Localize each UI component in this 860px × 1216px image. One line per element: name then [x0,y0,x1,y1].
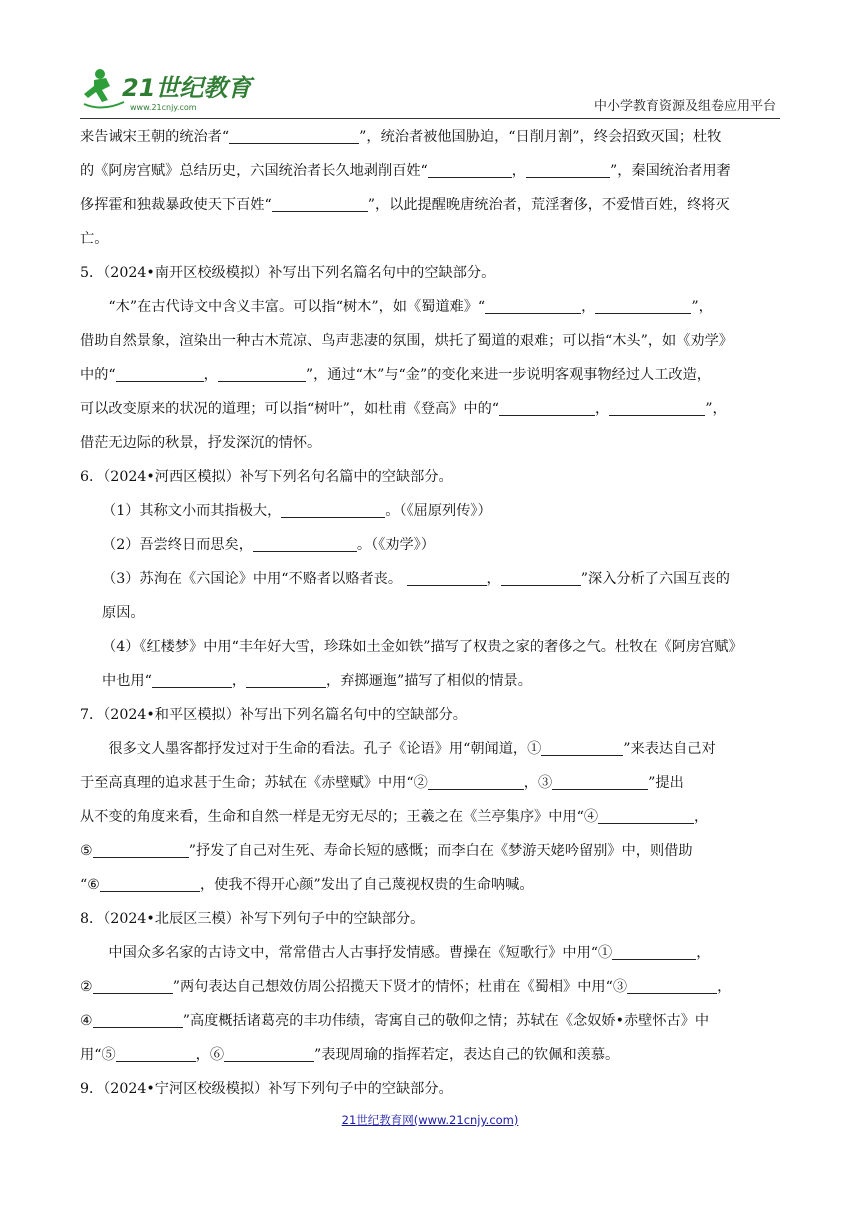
site-logo [80,66,260,114]
text: “⑥ [80,877,100,893]
answer-blank[interactable] [552,773,648,790]
question-8-title: 8．（2024•北辰区三模）补写下列句子中的空缺部分。 [80,911,425,927]
q6-sub-1 [80,494,780,528]
answer-blank[interactable] [116,1045,196,1062]
text: ”，通过“木”与“金”的变化来进一步说明客观事物经过人工改造， [305,367,711,383]
text: ⑤ [80,843,93,859]
text: ，使我不得开心颜”发出了自己蔑视权贵的生命呐喊。 [199,877,534,893]
text: ， [581,299,596,315]
text: 用“⑤ [80,1047,116,1063]
logo-url: www.21cnjy.com [130,103,197,112]
logo-wordmark: 21世纪教育 [122,74,252,102]
text: 来告诫宋王朝的统治者“ [80,129,230,145]
answer-blank[interactable] [152,671,232,688]
text: ，弃掷逦迤”描写了相似的情景。 [326,673,532,689]
text: 中国众多名家的古诗文中，常常借古人古事抒发情感。曹操在《短歌行》中用“① [108,945,613,961]
text: ， [486,571,501,587]
question-9-title: 9．（2024•宁河区校级模拟）补写下列句子中的空缺部分。 [80,1081,453,1097]
text: 。（《劝学》） [356,537,435,553]
footer-link[interactable]: 21世纪教育网(www.21cnjy.com) [341,1113,519,1127]
question-5-title: 5．（2024•南开区校级模拟）补写出下列名篇名句中的空缺部分。 [80,265,496,281]
q7-line-3 [80,800,780,834]
text: ”来表达自己对 [623,741,716,757]
answer-blank[interactable] [281,501,385,518]
text: ”表现周瑜的指挥若定，表达自己的钦佩和羡慕。 [314,1047,620,1063]
answer-blank[interactable] [499,399,595,416]
text: ”， [691,299,713,315]
text: ， [717,979,732,995]
q8-line-2 [80,970,780,1004]
text: 中的“ [80,367,116,383]
document-body [80,120,780,1106]
q5-line-2: 借助自然景象，渲染出一种古木荒凉、鸟声悲凄的氛围，烘托了蜀道的艰难；可以指“木头”，如《劝学》 [80,333,733,349]
text: ”，统治者被他国胁迫，“日削月割”，终会招致灭国；杜牧 [359,129,722,145]
q8-line-3 [80,1004,780,1038]
q5-line-1 [80,290,780,324]
answer-blank[interactable] [612,943,696,960]
q7-line-4 [80,834,780,868]
answer-blank[interactable] [93,841,189,858]
answer-blank[interactable] [246,671,326,688]
q4-line-1 [80,120,780,154]
answer-blank[interactable] [224,1045,314,1062]
answer-blank[interactable] [93,1011,183,1028]
answer-blank[interactable] [609,399,705,416]
q8-line-1 [80,936,780,970]
answer-blank[interactable] [598,807,694,824]
text: ， [203,367,218,383]
text: （3）苏洵在《六国论》中用“不赂者以赂者丧。 [102,571,407,587]
text: ”， [705,401,727,417]
text: 很多文人墨客都抒发过对于生命的看法。孔子《论语》用“朝闻道，① [108,741,542,757]
answer-blank[interactable] [100,875,200,892]
answer-blank[interactable] [627,977,717,994]
text: ，③ [523,775,553,791]
text: ”，秦国统治者用奢 [609,163,731,179]
answer-blank[interactable] [218,365,306,382]
text: （1）其称文小而其指极大， [102,503,282,519]
page-header [80,66,780,119]
question-7-title: 7．（2024•和平区模拟）补写出下列名篇名句中的空缺部分。 [80,707,467,723]
answer-blank[interactable] [229,127,359,144]
answer-blank[interactable] [407,569,487,586]
q8-line-4 [80,1038,780,1072]
q6-sub-3-cont: 原因。 [102,605,145,621]
q7-line-2 [80,766,780,800]
answer-blank[interactable] [485,297,581,314]
answer-blank[interactable] [501,569,581,586]
text: ② [80,979,93,995]
text: 可以改变原来的状况的道理；可以指“树叶”，如杜甫《登高》中的“ [80,401,500,417]
q7-line-5 [80,868,780,902]
answer-blank[interactable] [253,535,357,552]
q6-sub-4-cont [80,664,780,698]
answer-blank[interactable] [428,773,524,790]
q6-sub-2 [80,528,780,562]
text: ④ [80,1013,93,1029]
answer-blank[interactable] [272,195,368,212]
q6-sub-3 [80,562,780,596]
q5-line-5: 借茫无边际的秋景，抒发深沉的情怀。 [80,435,322,451]
q5-line-3 [80,358,780,392]
text: ”抒发了自己对生死、寿命长短的感慨；而李白在《梦游天姥吟留别》中，则借助 [188,843,693,859]
answer-blank[interactable] [428,161,512,178]
text: “木”在古代诗文中含义丰富。可以指“树木”，如《蜀道难》“ [108,299,486,315]
answer-blank[interactable] [541,739,623,756]
text: 从不变的角度来看，生命和自然一样是无穷无尽的；王羲之在《兰亭集序》中用“④ [80,809,599,825]
text: ， [595,401,610,417]
answer-blank[interactable] [93,977,173,994]
answer-blank[interactable] [116,365,204,382]
q4-line-2 [80,154,780,188]
text: ， [696,945,711,961]
q4-line-4: 亡。 [80,231,109,247]
text: 中也用“ [102,673,152,689]
text: ， [694,809,709,825]
answer-blank[interactable] [526,161,610,178]
answer-blank[interactable] [595,297,691,314]
text: ”，以此提醒晚唐统治者，荒淫奢侈，不爱惜百姓，终将灭 [367,197,730,213]
text: 。（《屈原列传》） [385,503,492,519]
q4-line-3 [80,188,780,222]
text: 的《阿房宫赋》总结历史，六国统治者长久地剥削百姓“ [80,163,428,179]
q6-sub-4: （4）《红楼梦》中用“丰年好大雪，珍珠如土金如铁”描写了权贵之家的奢侈之气。杜牧在《阿房宫赋》 [102,639,743,655]
text: ”两句表达自己想效仿周公招揽天下贤才的情怀；杜甫在《蜀相》中用“③ [172,979,628,995]
text: 于至高真理的追求甚于生命；苏轼在《赤壁赋》中用“② [80,775,428,791]
text: （2）吾尝终日而思矣， [102,537,253,553]
header-platform-title: 中小学教育资源及组卷应用平台 [593,99,776,114]
q7-line-1 [80,732,780,766]
q5-line-4 [80,392,780,426]
text: ”深入分析了六国互丧的 [580,571,730,587]
text: ”高度概括诸葛亮的丰功伟绩，寄寓自己的敬仰之情；苏轼在《念奴娇•赤壁怀古》中 [182,1013,710,1029]
page-footer [0,1112,860,1128]
text: ”提出 [648,775,684,791]
text: ，⑥ [195,1047,225,1063]
text: ， [511,163,526,179]
question-6-title: 6．（2024•河西区模拟）补写下列名句名篇中的空缺部分。 [80,469,453,485]
text: ， [231,673,247,689]
text: 侈挥霍和独裁暴政使天下百姓“ [80,197,272,213]
